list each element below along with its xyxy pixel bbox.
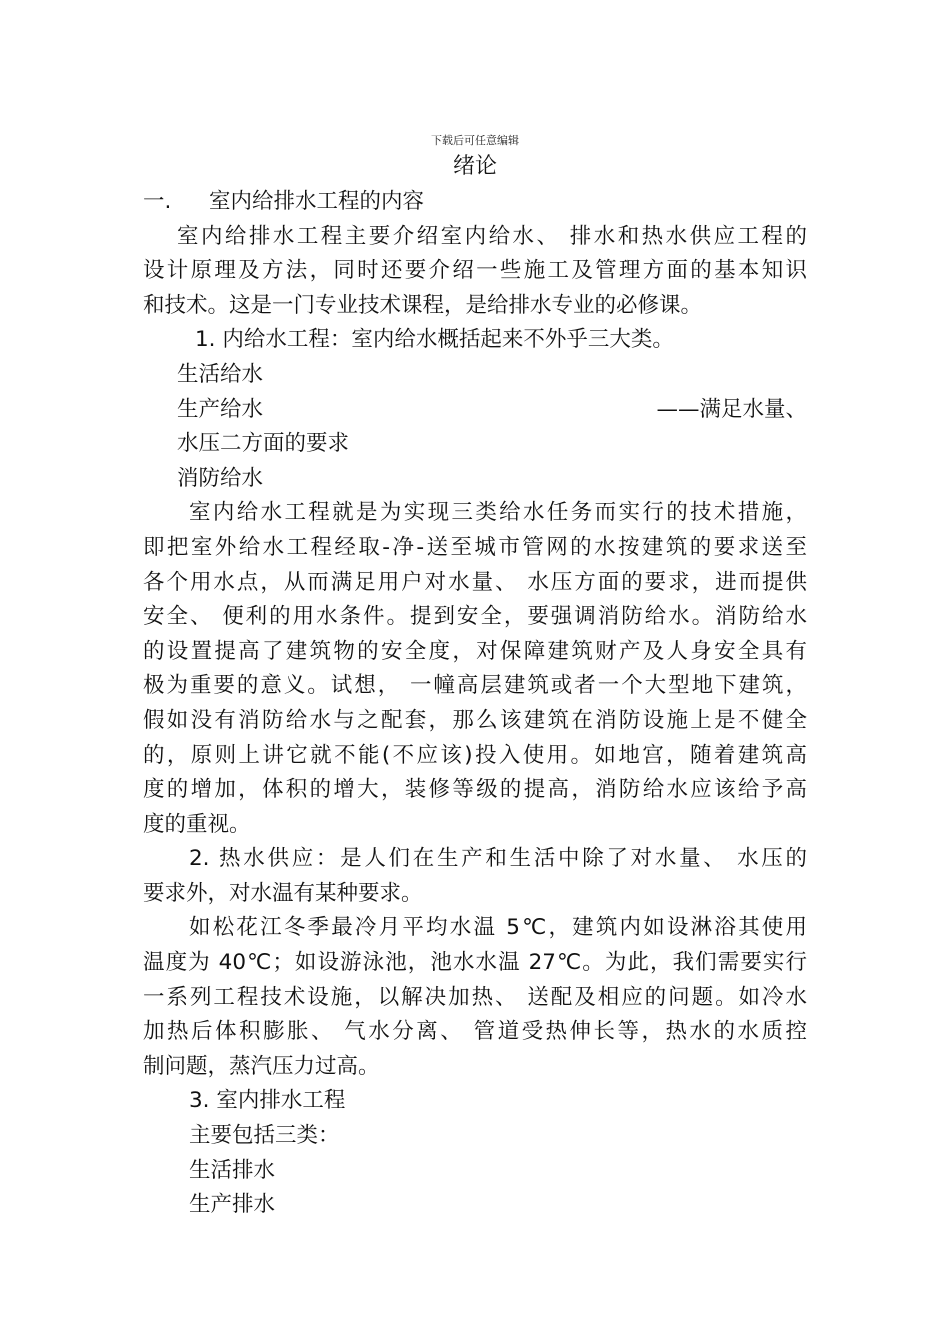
numbered-item-3: 3. 室内排水工程 [189, 1088, 346, 1114]
paragraph-line: 各个用水点，从而满足用户对水量、 水压方面的要求，进而提供 [143, 569, 807, 595]
list-item: 消防给水 [177, 465, 264, 491]
document-title: 绪论 [452, 154, 497, 179]
list-item: 生产给水 [177, 396, 264, 422]
numbered-item-1: 1. 内给水工程：室内给水概括起来不外乎三大类。 [195, 327, 674, 353]
document-body [143, 185, 807, 1223]
section-number: 一. [143, 189, 172, 214]
paragraph-line: 的设置提高了建筑物的安全度，对保障建筑财产及人身安全具有 [143, 638, 807, 664]
paragraph-line: 室内给水工程就是为实现三类给水任务而实行的技术措施， [189, 500, 807, 526]
paragraph-line: 主要包括三类： [189, 1123, 340, 1149]
paragraph-line: 要求外，对水温有某种要求。 [143, 880, 423, 906]
paragraph-line: 和技术。这是一门专业技术课程，是给排水专业的必修课。 [143, 292, 703, 318]
paragraph-line: 即把室外给水工程经取-净-送至城市管网的水按建筑的要求送至 [143, 534, 807, 560]
numbered-item-2: 2. 热水供应：是人们在生产和生活中除了对水量、 水压的 [189, 846, 807, 872]
list-note: ——满足水量、 [656, 396, 807, 422]
list-note-continued: 水压二方面的要求 [177, 431, 350, 457]
list-item: 生活给水 [177, 361, 264, 387]
list-item: 生产排水 [189, 1192, 276, 1218]
paragraph-line: 极为重要的意义。试想， 一幢高层建筑或者一个大型地下建筑， [143, 673, 807, 699]
paragraph-line: 如松花江冬季最冷月平均水温 5℃，建筑内如设淋浴其使用 [189, 915, 807, 941]
paragraph-line: 假如没有消防给水与之配套，那么该建筑在消防设施上是不健全 [143, 707, 807, 733]
list-item-row [143, 393, 807, 428]
header-note: 下载后可任意编辑 [431, 134, 519, 147]
paragraph-line: 加热后体积膨胀、 气水分离、 管道受热伸长等，热水的水质控 [143, 1019, 807, 1045]
paragraph-line: 一系列工程技术设施，以解决加热、 送配及相应的问题。如冷水 [143, 984, 807, 1010]
paragraph-line: 制问题，蒸汽压力过高。 [143, 1053, 380, 1079]
paragraph-line: 温度为 40℃；如设游泳池，池水水温 27℃。为此，我们需要实行 [143, 950, 807, 976]
paragraph-line: 室内给排水工程主要介绍室内给水、 排水和热水供应工程的 [177, 223, 807, 249]
paragraph-line: 安全、 便利的用水条件。提到安全，要强调消防给水。消防给水 [143, 604, 807, 630]
paragraph-line: 的，原则上讲它就不能(不应该)投入使用。如地宫，随着建筑高 [143, 742, 807, 768]
paragraph-line: 度的重视。 [143, 811, 251, 837]
paragraph-line: 度的增加，体积的增大，装修等级的提高，消防给水应该给予高 [143, 777, 807, 803]
section-heading-text: 室内给排水工程的内容 [209, 189, 425, 214]
section-heading [143, 185, 807, 220]
list-item: 生活排水 [189, 1157, 276, 1183]
paragraph-line: 设计原理及方法，同时还要介绍一些施工及管理方面的基本知识 [143, 258, 807, 284]
